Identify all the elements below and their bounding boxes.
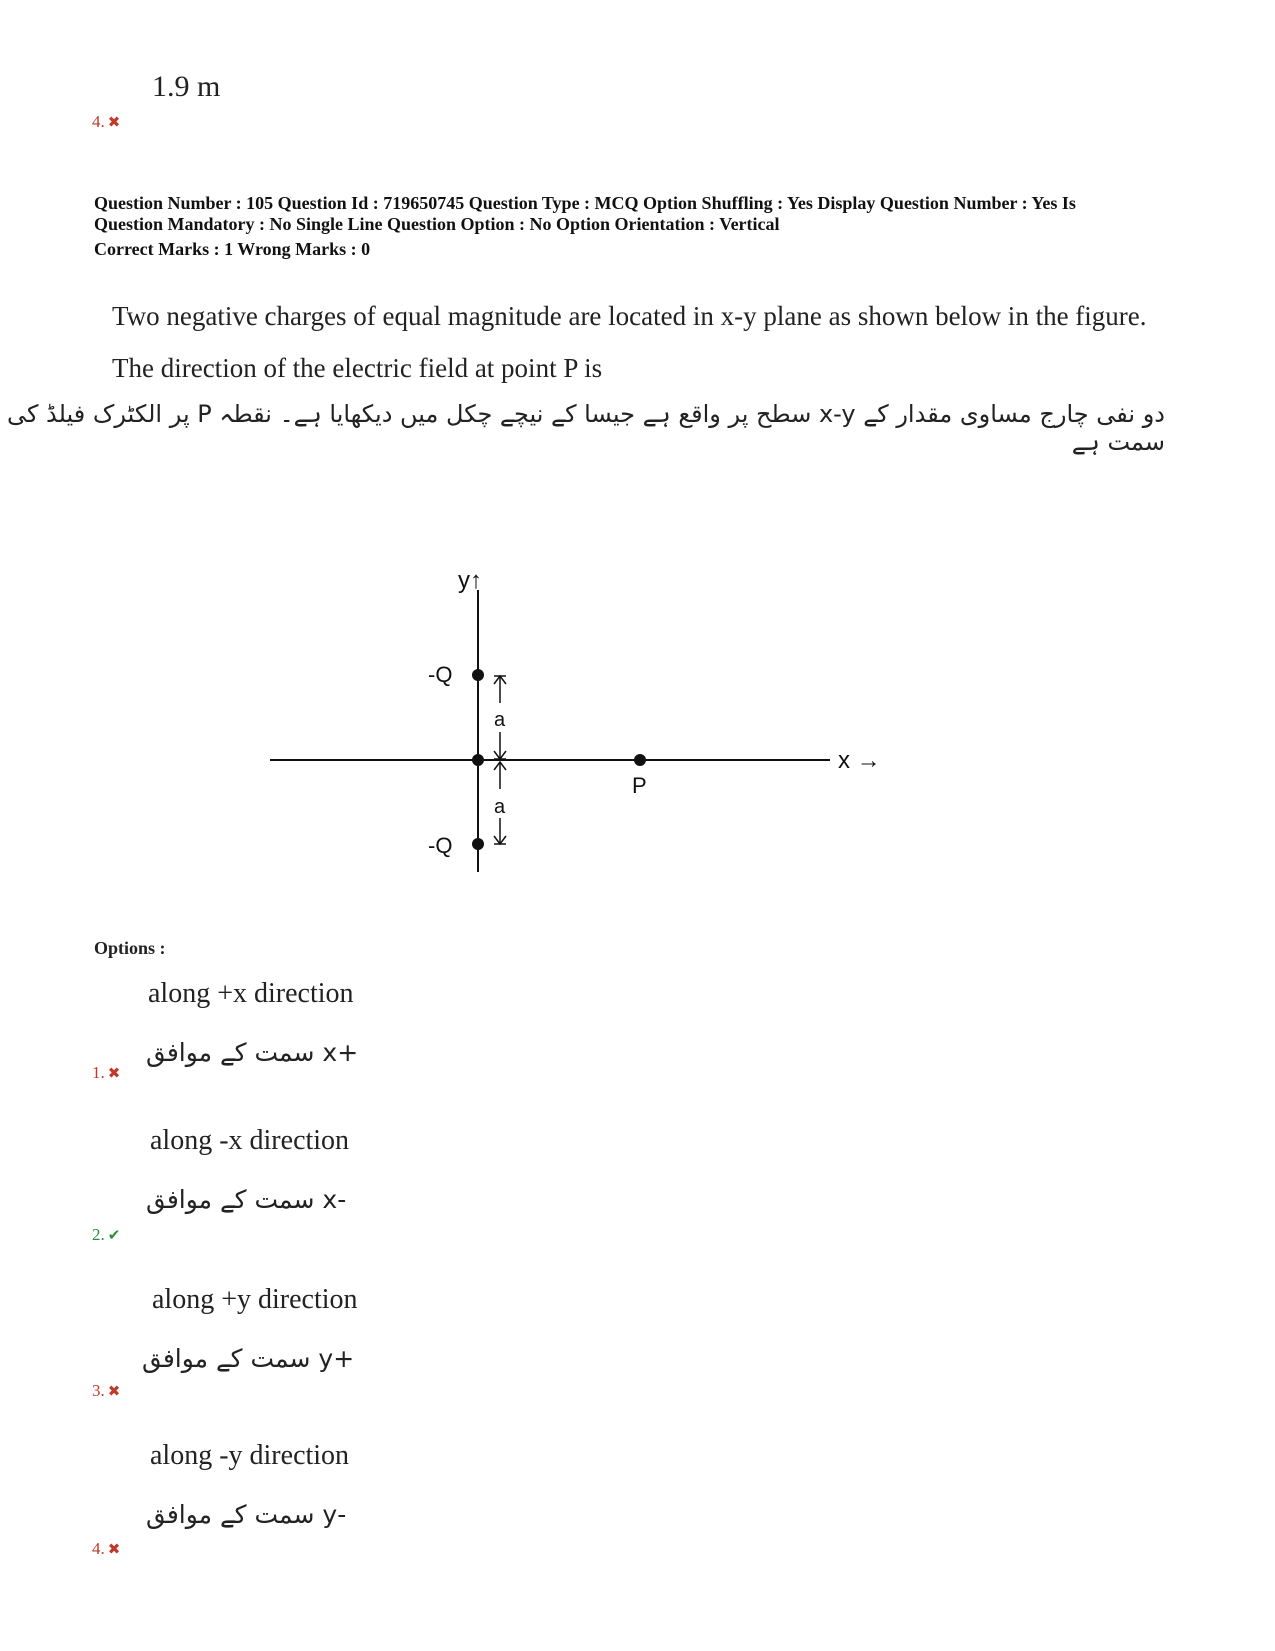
option-number: 4. [92, 1539, 105, 1558]
option-2-number[interactable] [92, 1225, 120, 1245]
option-4-text-en: along -y direction [150, 1440, 350, 1471]
option-2-text-en: along -x direction [150, 1125, 350, 1156]
option-2-text-ur: -x سمت کے موافق [146, 1185, 347, 1214]
bottom-charge-dot [472, 838, 484, 850]
x-axis-label: x → [838, 747, 881, 774]
distance-label-bottom: a [494, 796, 506, 818]
y-axis-label: y↑ [458, 567, 482, 594]
option-4-text-ur: -y سمت کے موافق [146, 1500, 347, 1529]
option-3-text-en: along +y direction [152, 1284, 358, 1315]
option-number: 1. [92, 1063, 105, 1082]
option-3-text-ur: +y سمت کے موافق [142, 1344, 355, 1373]
option-number: 3. [92, 1381, 105, 1400]
question-meta-line1: Question Number : 105 Question Id : 719650745 Question Type : MCQ Option Shuffling : Yes Display Question Number : Yes Is [94, 193, 1076, 213]
question-text-en: Two negative charges of equal magnitude are located in x-y plane as shown below in the figure. The direction of the electric field at point P is [112, 301, 1147, 383]
point-p-dot [634, 754, 646, 766]
option-number: 4. [92, 112, 105, 131]
wrong-mark-icon: ✖ [107, 1066, 121, 1082]
option-1-number[interactable] [92, 1063, 120, 1083]
wrong-mark-icon: ✖ [107, 115, 121, 131]
option-4-number[interactable] [92, 1539, 120, 1559]
previous-option-number [92, 112, 120, 132]
point-p-label: P [632, 773, 647, 798]
options-label: Options : [94, 938, 166, 958]
question-meta-line2: Question Mandatory : No Single Line Question Option : No Option Orientation : Vertical [94, 214, 780, 234]
previous-option-value: 1.9 m [152, 70, 221, 103]
correct-check-icon: ✔ [107, 1228, 121, 1244]
bottom-charge-label: -Q [428, 833, 453, 858]
charge-diagram [270, 560, 930, 920]
option-number: 2. [92, 1225, 105, 1244]
option-1-text-en: along +x direction [148, 978, 354, 1009]
origin-dot [472, 754, 484, 766]
option-3-number[interactable] [92, 1381, 120, 1401]
wrong-mark-icon: ✖ [107, 1542, 121, 1558]
option-1-text-ur: +x سمت کے موافق [146, 1038, 359, 1067]
top-charge-label: -Q [428, 662, 453, 687]
question-text-ur: دو نفی چارج مساوی مقدار کے x-y سطح پر واقع ہے جیسا کے نیچے چکل میں دیکھایا ہے۔ نقطہ P پر الکٹرک فیلڈ کی سمت ہے [6, 400, 1165, 456]
marks-line: Correct Marks : 1 Wrong Marks : 0 [94, 239, 371, 259]
wrong-mark-icon: ✖ [107, 1384, 121, 1400]
top-charge-dot [472, 669, 484, 681]
distance-label-top: a [494, 709, 506, 731]
